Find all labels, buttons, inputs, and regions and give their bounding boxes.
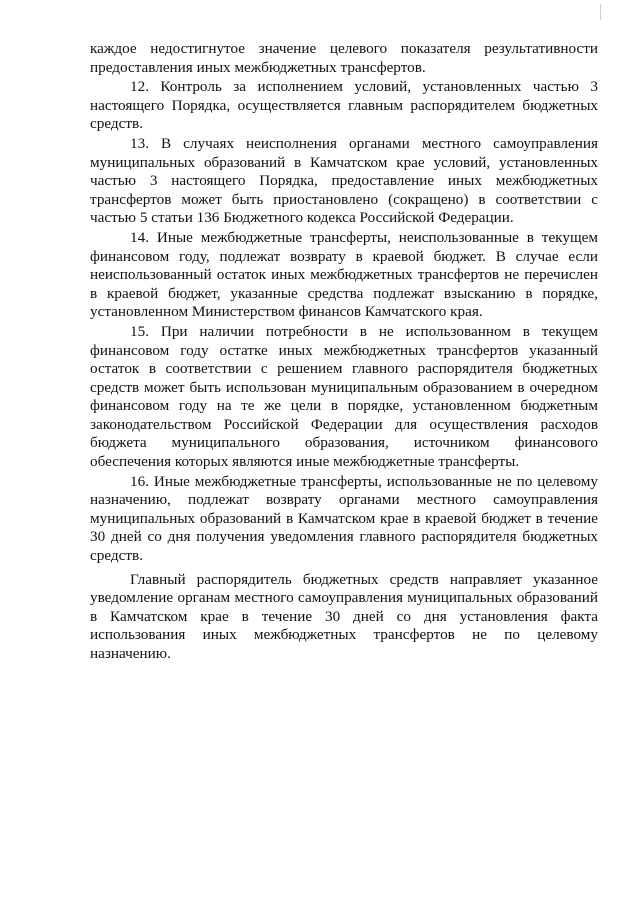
paragraph-final: Главный распорядитель бюджетных средств направляет указанное уведомление органам местного самоуправления муниципальных образований в Камчатском крае в течение 30 дней со дня установления факта использования иных межбюджетных трансфертов не по целевому назначению. <box>90 570 598 662</box>
paragraph-14: 14. Иные межбюджетные трансферты, неиспользованные в текущем финансовом году, подлежат возврату в краевой бюджет. В случае если неиспользованный остаток иных межбюджетных трансфертов не перечислен в краевой бюджет, указанные средства подлежат взысканию в порядке, установленном Министерством финансов Камчатского края. <box>90 228 598 321</box>
paragraph-13: 13. В случаях неисполнения органами местного самоуправления муниципальных образований в Камчатском крае условий, установленных частью 3 настоящего Порядка, предоставление иных межбюджетных трансфертов может быть приостановлено (сокращено) в соответствии с частью 5 статьи 136 Бюджетного кодекса Российской Федерации. <box>90 134 598 227</box>
document-page <box>90 40 598 664</box>
paragraph-continuation: каждое недостигнутое значение целевого показателя результативности предоставления иных межбюджетных трансфертов. <box>90 40 598 76</box>
paragraph-16: 16. Иные межбюджетные трансферты, использованные не по целевому назначению, подлежат возврату органами местного самоуправления муниципальных образований в Камчатском крае в краевой бюджет в течение 30 дней со дня получения уведомления главного распорядителя бюджетных средств. <box>90 472 598 565</box>
scan-mark <box>600 4 601 20</box>
paragraph-15: 15. При наличии потребности в не использованном в текущем финансовом году остатке иных межбюджетных трансфертов указанный остаток в соответствии с решением главного распорядителя бюджетных средств может быть использован муниципальным образованием в очередном финансовом году на те же цели в порядке, установленном бюджетным законодательством Российской Федерации для осуществления расходов бюджета муниципального образования, источником финансового обеспечения которых являются иные межбюджетные трансферты. <box>90 322 598 471</box>
paragraph-12: 12. Контроль за исполнением условий, установленных частью 3 настоящего Порядка, осуществляется главным распорядителем бюджетных средств. <box>90 78 598 133</box>
